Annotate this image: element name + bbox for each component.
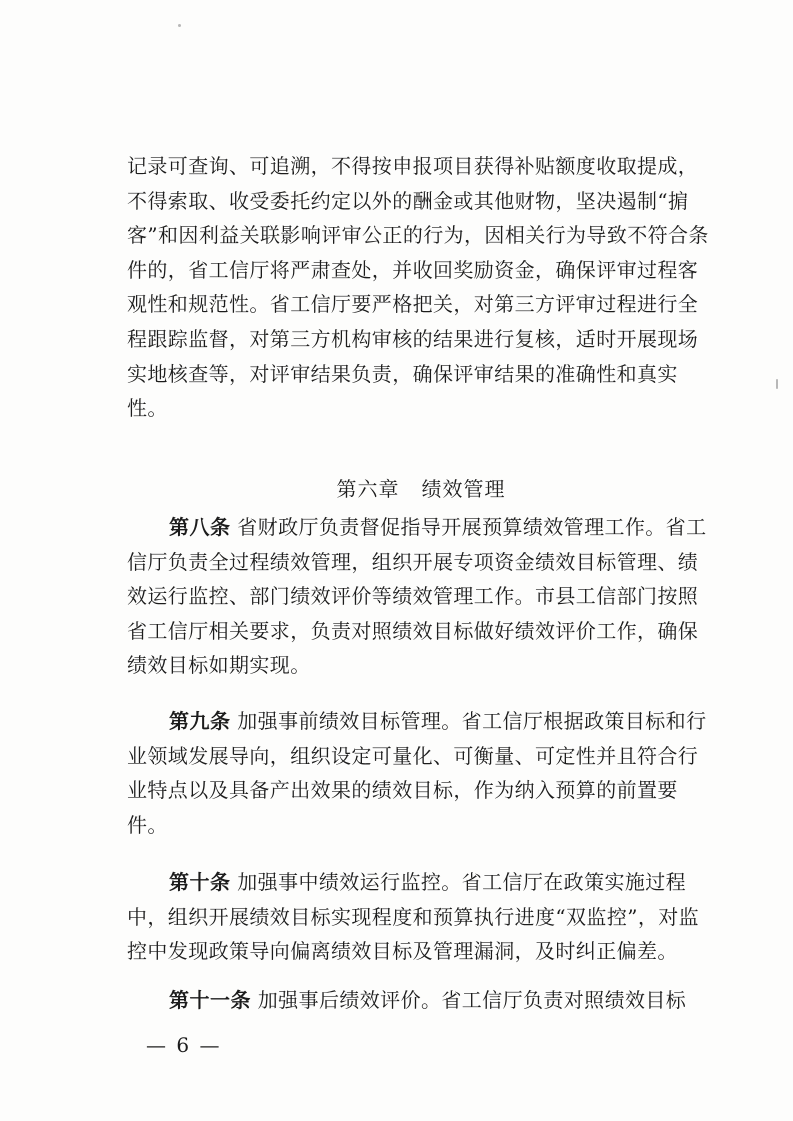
chapter-heading bbox=[127, 472, 715, 506]
chapter-title: 绩效管理 bbox=[421, 477, 506, 501]
article-8 bbox=[127, 510, 715, 683]
article-text: 加强事前绩效目标管理。省工信厅根据政策目标和行业领域发展导向，组织设定可量化、可衡量、可定性并且符合行业特点以及具备产出效果的绩效目标，作为纳入预算的前置要件。 bbox=[127, 709, 707, 837]
article-label: 第八条 bbox=[169, 515, 231, 539]
article-text: 省财政厅负责督促指导开展预算绩效管理工作。省工信厅负责全过程绩效管理，组织开展专项资金绩效目标管理、绩效运行监控、部门绩效评价等绩效管理工作。市县工信部门按照省工信厅相关要求，负责对照绩效目标做好绩效评价工作，确保绩效目标如期实现。 bbox=[127, 515, 707, 678]
page-number: — 6 — bbox=[146, 1033, 222, 1057]
scan-speck bbox=[178, 24, 181, 27]
article-10 bbox=[127, 865, 715, 969]
scan-speck bbox=[776, 379, 778, 389]
article-text: 加强事后绩效评价。省工信厅负责对照绩效目标 bbox=[257, 988, 687, 1012]
continued-paragraph: 记录可查询、可追溯，不得按申报项目获得补贴额度收取提成，不得索取、收受委托约定以外的酬金或其他财物，坚决遏制“掮客”和因利益关联影响评审公正的行为，因相关行为导致不符合条件的，省工信厅将严肃查处，并收回奖励资金，确保评审过程客观性和规范性。省工信厅要严格把关，对第三方评审过程进行全程跟踪监督，对第三方机构审核的结果进行复核，适时开展现场实地核查等，对评审结果负责，确保评审结果的准确性和真实性。 bbox=[127, 154, 709, 421]
article-11 bbox=[127, 983, 715, 1018]
article-text: 加强事中绩效运行监控。省工信厅在政策实施过程中，组织开展绩效目标实现程度和预算执行进度“双监控”，对监控中发现政策导向偏离绩效目标及管理漏洞，及时纠正偏差。 bbox=[127, 870, 700, 964]
chapter-number: 第六章 bbox=[336, 477, 400, 501]
article-label: 第十条 bbox=[169, 870, 231, 894]
article-label: 第九条 bbox=[169, 709, 231, 733]
article-9 bbox=[127, 704, 715, 842]
article-label: 第十一条 bbox=[169, 988, 251, 1012]
